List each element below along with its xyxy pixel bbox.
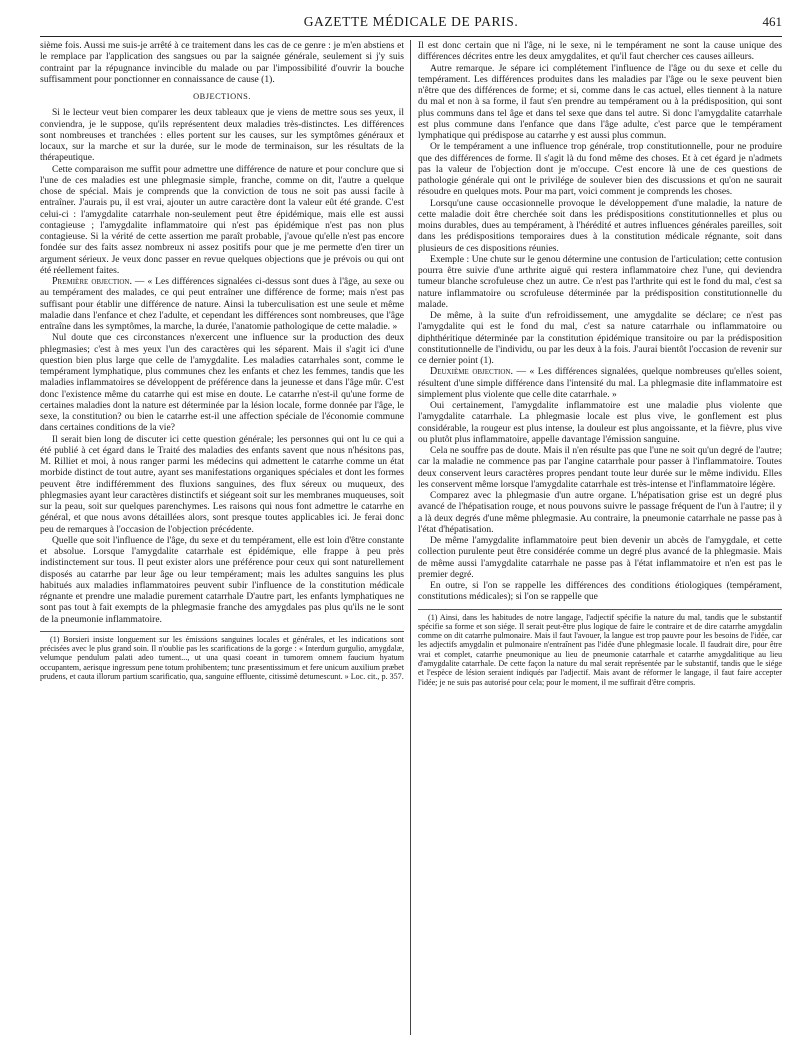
paragraph: Nul doute que ces circonstances n'exercent une influence sur la production des deux phlegmasies; c'est à mes yeux l'un des caractères qui les séparent. Mais il s'agit ici d'une question bien plus large que celle de l'amygdalite. Les maladies catarrhales sont, comme le tempérament lymphatique, plus communes chez les enfants et chez les femmes, tandis que les maladies inflammatoires se développent de préférence dans la jeunesse et dans l'âge mûr. C'est donc l'existence même du catarrhe qui est mise en doute. Le catarrhe n'est-il qu'une forme de certaines maladies dont la nature est déterminée par la lésion locale, forme donnée par l'âge, le sexe, la constitution? ou bien le catarrhe est-il une affection spéciale de l'économie commune dans certaines conditions de la vie? (40, 332, 404, 434)
footnote: (1) Borsieri insiste longuement sur les émissions sanguines locales et générales, et les indications sont précisées avec le plus grand soin. Il n'oublie pas les scarifications de la gorge : « Interdum gurgulio, amygdalæ, velumque pendulum palati adeo tument..., ut una quasi coeant in tumorem omnem faucium hyatum occupantem, aerisque ingressum pene totum prohibentem; tunc præsentissimum et fere unicum auxilium præbet prudens, et cauta illorum partium scarificatio, qua, sanguine effluente, citissimè detumescunt. » Loc. cit., p. 357. (40, 634, 404, 681)
paragraph: De même l'amygdalite inflammatoire peut bien devenir un abcès de l'amygdale, et cette collection purulente peut être considérée comme un degré plus avancé de la phlegmasie. Mais de même aussi l'amygdalite catarrhale ne passe pas à l'état inflammatoire et n'en est pas le premier degré. (418, 535, 782, 580)
objection-label: Première objection. (52, 276, 132, 287)
running-header (40, 10, 782, 37)
paragraph: Or le tempérament a une influence trop générale, trop constitutionnelle, pour ne produire que des différences de forme. Il s'agit là du fond même des choses. Et à cet égard je n'admets pas la valeur de l'objection dont je m'occupe. C'est encore là une de ces questions de pathologie générale qui ont le privilége de soulever bien des discussions et qu'on ne saurait résoudre en quelques mots. Pour ma part, voici comment je comprends les choses. (418, 141, 782, 198)
column-divider (410, 40, 411, 1035)
paragraph: De même, à la suite d'un refroidissement, une amygdalite se déclare; ce n'est pas l'amygdalite qui est le fond du mal, c'est sa nature catarrhale ou inflammatoire ou diphthéritique déterminée par la constitution épidémique transitoire ou par la prédisposition constitutionnelle de l'individu, ou par les deux à la fois. J'aurai bientôt l'occasion de revenir sur ce dernier point (1). (418, 310, 782, 366)
paragraph: Il est donc certain que ni l'âge, ni le sexe, ni le tempérament ne sont la cause unique des différences décrites entre les deux amygdalites, et qu'il faut chercher ces causes ailleurs. (418, 40, 782, 63)
paragraph: Lorsqu'une cause occasionnelle provoque le développement d'une maladie, la nature de cette maladie doit être cherchée soit dans les prédispositions constitutionnelles et plus ou moins durables, dues au tempérament, à l'hérédité et autres influences générales pareilles, soit dans les prédispositions temporaires dues à la constitution médicale régnante, soit dans plusieurs de ces dispositions réunies. (418, 197, 782, 254)
right-column (418, 40, 782, 687)
paragraph: Cette comparaison me suffit pour admettre une différence de nature et pour conclure que si l'une de ces maladies est une phlegmasie simple, franche, comme on dit, l'autre a quelque chose de spécial. Mais je comprends que la conviction de tous ne soit pas aussi facile à entraîner. J'aurais pu, il est vrai, ajouter un autre caractère dont la valeur eût été grande. C'est celui-ci : l'amygdalite catarrhale non-seulement peut être épidémique, mais elle est aussi contagieuse ; l'amygdalite inflammatoire qui n'est pas épidémique n'est pas non plus contagieuse. Si la vérité de cette assertion me paraît probable, j'avoue qu'elle n'est pas encore fondée sur des faits assez nombreux ni assez positifs pour que je me permette d'en tirer un argument sérieux. Je veux donc passer en revue quelques objections que je prévois ou qui ont été réellement faites. (40, 163, 404, 276)
footnote: (1) Ainsi, dans les habitudes de notre langage, l'adjectif spécifie la nature du mal, tandis que le substantif spécifie sa forme et son siége. Il serait peut-être plus logique de faire le contraire et de dire catarrhe amygdalin comme on dit catarrhe pulmonaire. Mais il faut l'avouer, la langue est trop pauvre pour les besoins de l'idée, car les adjectifs amygdalin et pulmonaire n'entraînent pas l'idée d'une phlegmasie locale. Il faudrait dire, pour être vrai et complet, catarrhe pneumonique au lieu de pneumonie catarrhale et catarrhe amygdalitique au lieu d'amygdalite catarrhale. De cette façon la nature du mal serait représentée par le substantif, tandis que le siége et l'espèce de lésion seraient indiqués par l'adjectif. Mais avant de réformer le langage, il faut faire accepter l'idée; je ne suis pas autorisé pour cela; pour le moment, il me suffirait d'être compris. (418, 612, 782, 687)
paragraph: sième fois. Aussi me suis-je arrêté à ce traitement dans les cas de ce genre : je m'en abstiens et le remplace par l'application des sangsues ou par la saignée générale, seulement si j'y suis contraint par la répugnance invincible du malade ou par l'impossibilité d'ouvrir la bouche suffisamment pour ponctionner en connaissance de cause (1). (40, 40, 404, 85)
objection-paragraph (418, 366, 782, 400)
page-number: 461 (762, 14, 782, 29)
paragraph: Cela ne souffre pas de doute. Mais il n'en résulte pas que l'une ne soit qu'un degré de l'autre; car la maladie ne commence pas par l'angine catarrhale pour passer à l'inflammatoire. Toutes deux conservent leurs caractères propres pendant toute leur durée sur le même individu. Elles les conservent même lorsque l'amygdalite catarrhale est très-intense et l'inflammatoire légère. (418, 445, 782, 490)
objection-label: Deuxième objection. (430, 366, 513, 378)
paragraph: En outre, si l'on se rappelle les différences des conditions étiologiques (tempérament, constitutions médicales); si l'on se rappelle que (418, 580, 782, 603)
journal-title: GAZETTE MÉDICALE DE PARIS. (303, 14, 519, 29)
paragraph: Exemple : Une chute sur le genou détermine une contusion de l'articulation; cette contusion pourra être suivie d'une arthrite aiguë qui restera inflammatoire chez l'une, qui deviendra tumeur blanche scrofuleuse chez un autre. Ce n'est pas l'arthrite qui est le fond du mal, c'est sa nature inflammatoire ou scrofuleuse déterminée par la prédisposition constitutionnelle du malade. (418, 253, 782, 310)
paragraph: Comparez avec la phlegmasie d'un autre organe. L'hépatisation grise est un degré plus avancé de l'hépatisation rouge, et nous pouvons suivre le passage fréquent de l'un à l'autre; il y a là deux degrés d'une même phlegmasie. Au contraire, la pneumonie catarrhale ne passe pas à l'état d'hépatisation. (418, 490, 782, 535)
footnote-rule (418, 609, 782, 610)
paragraph: Si le lecteur veut bien comparer les deux tableaux que je viens de mettre sous ses yeux, il conviendra, je le suppose, qu'ils représentent deux maladies très-distinctes. Les différences sont nombreuses et tranchées : elles portent sur les causes, sur les symptômes généraux et locaux, sur la marche et sur la durée, sur le mode de terminaison, sur les résultats de la thérapeutique. (40, 107, 404, 164)
paragraph: Autre remarque. Je sépare ici complétement l'influence de l'âge ou du sexe et celle du tempérament. Les différences produites dans les maladies par l'âge ou le sexe peuvent bien n'être que des différences de forme; et si, comme dans le cas actuel, elles tiennent à la nature du mal et non à sa forme, il faut s'en prendre au tempérament ou à la prédisposition, qui sont plus communs dans tel âge et dans tel sexe que dans tel autre. Si donc l'amygdalite catarrhale est plus commune dans l'enfance que dans l'âge adulte, c'est parce que le tempérament lymphatique qui prédispose au catarrhe y est aussi plus commun. (418, 62, 782, 141)
paragraph: Quelle que soit l'influence de l'âge, du sexe et du tempérament, elle est loin d'être constante et absolue. Lorsque l'amygdalite catarrhale est épidémique, elle frappe à peu près indistinctement sur tous. Il peut exister alors une préférence pour ceux qui sont naturellement disposés au catarrhe par leur âge ou leur tempérament; mais les adultes sanguins les plus habitués aux maladies inflammatoires peuvent subir l'influence de la constitution médicale régnante et prendre une maladie purement catarrhale D'autre part, les enfants lymphatiques ne sont pas tout à fait exempts de la phlegmasie franche des amygdales pas plus qu'ils ne le sont de la pneumonie inflammatoire. (40, 534, 404, 625)
section-heading: OBJECTIONS. (193, 92, 251, 101)
paragraph: Il serait bien long de discuter ici cette question générale; les personnes qui ont lu ce qui a été publié à cet égard dans le Traité des maladies des enfants savent que nous n'hésitons pas, M. Rilliet et moi, à nous ranger parmi les médecins qui admettent le catarrhe comme un état morbide distinct de tout autre, ayant ses manifestations organiques spéciales et dont les formes peuvent être indifféremment des fluxions sanguines, des flux séreux ou muqueux, des phlegmasies ayant leur caractères distinctifs et siégeant soit sur les membranes muqueuses, soit sur la peau, soit sur quelques parenchymes. Les raisons qui nous font admettre le catarrhe en général, et que nous avons détaillées alors, sont presque toutes applicables ici. Je ferai donc peu de remarques à l'occasion de l'objection précédente. (40, 433, 405, 535)
footnote-rule (40, 631, 404, 632)
objection-paragraph (40, 276, 404, 332)
objection-text: — « Les différences signalées ci-dessus sont dues à l'âge, au sexe ou au tempérament des malades, ce qui peut entraîner une différence de forme; mais n'est pas suffisant pour établir une différence de nature. Ainsi la tuberculisation est une seule et même maladie dans l'enfance et chez l'adulte, et cependant les différences sont nombreuses, que l'âge entraîne dans les symptômes, la marche, la durée, l'anatomie pathologique de cette maladie. » (40, 276, 404, 332)
paragraph: Oui certainement, l'amygdalite inflammatoire est une maladie plus violente que l'amygdalite catarrhale. La phlegmasie locale est plus vive, le gonflement est plus considérable, la rougeur est plus intense, la douleur est plus angoissante, et la fièvre, plus vive ou plutôt plus inflammatoire, appelle davantage l'émission sanguine. (418, 400, 782, 445)
left-column (40, 40, 404, 681)
objection-text: — « Les différences signalées, quelque nombreuses qu'elles soient, résultent d'une simple différence dans l'intensité du mal. La phlegmasie dite inflammatoire est simplement plus violente que celle dite catarrhale. » (418, 366, 782, 400)
page (40, 0, 782, 1040)
